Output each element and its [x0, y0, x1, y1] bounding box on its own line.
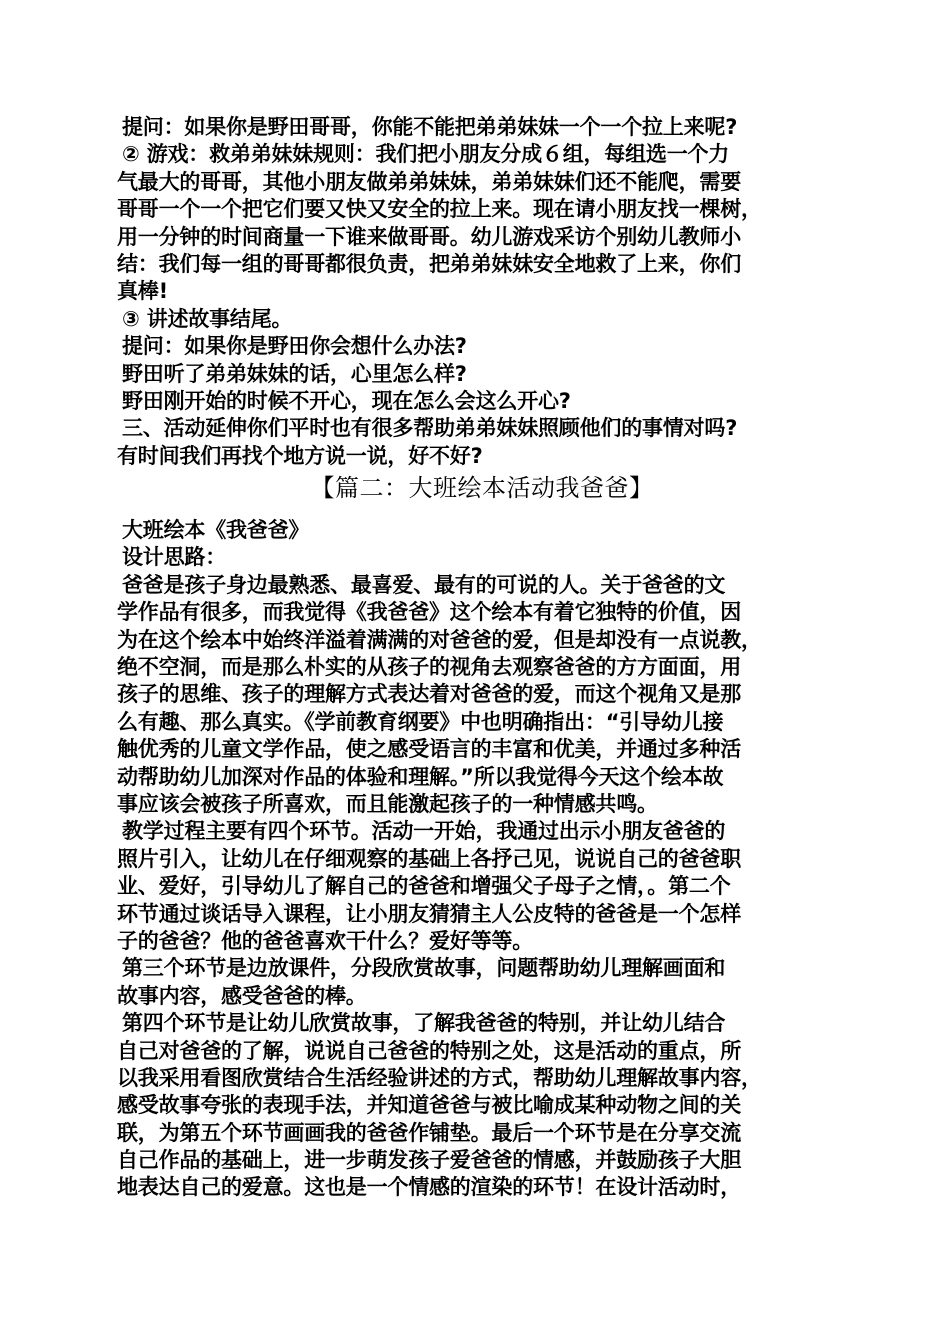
text-line: 地表达自己的爱意。这也是一个情感的渲染的环节！在设计活动时，: [117, 1175, 741, 1200]
text-line: 子的爸爸？他的爸爸喜欢干什么？爱好等等。: [117, 928, 533, 953]
text-line: 动帮助幼儿加深对作品的体验和理解。”所以我觉得今天这个绘本故: [117, 764, 724, 789]
section-heading: 【篇二：大班绘本活动我爸爸】: [310, 474, 654, 503]
text-line: 第三个环节是边放课件，分段欣赏故事，问题帮助幼儿理解画面和: [122, 956, 726, 981]
text-line: 环节通过谈话导入课程，让小朋友猜猜主人公皮特的爸爸是一个怎样: [117, 901, 741, 926]
section-game-rescue: [117, 114, 847, 470]
text-line: 哥哥一个一个把它们要又快又安全的拉上来。现在请小朋友找一棵树，: [117, 197, 762, 222]
text-line: 教学过程主要有四个环节。活动一开始，我通过出示小朋友爸爸的: [122, 819, 726, 844]
text-line: 以我采用看图欣赏结合生活经验讲述的方式，帮助幼儿理解故事内容，: [117, 1065, 762, 1090]
text-line: 提问：如果你是野田你会想什么办法?: [122, 334, 467, 359]
text-line: 绝不空洞，而是那么朴实的从孩子的视角去观察爸爸的方方面面，用: [117, 655, 741, 680]
text-line: 故事内容，感受爸爸的棒。: [117, 983, 367, 1008]
text-line: 联，为第五个环节画画我的爸爸作铺垫。最后一个环节是在分享交流: [117, 1120, 741, 1145]
text-line: 自己对爸爸的了解，说说自己爸爸的特别之处，这是活动的重点，所: [117, 1038, 741, 1063]
text-line: 结：我们每一组的哥哥都很负责，把弟弟妹妹安全地救了上来，你们: [117, 251, 741, 276]
text-line: 感受故事夸张的表现手法，并知道爸爸与被比喻成某种动物之间的关: [117, 1093, 741, 1118]
section-my-dad: [117, 517, 847, 1202]
text-line: ② 游戏：救弟弟妹妹规则：我们把小朋友分成６组，每组选一个力: [122, 142, 730, 167]
text-line: 野田刚开始的时候不开心，现在怎么会这么开心?: [122, 388, 571, 413]
text-line: 事应该会被孩子所喜欢，而且能激起孩子的一种情感共鸣。: [117, 791, 658, 816]
text-line: 野田听了弟弟妹妹的话，心里怎么样?: [122, 361, 467, 386]
text-line: 爸爸是孩子身边最熟悉、最喜爱、最有的可说的人。关于爸爸的文: [122, 572, 726, 597]
text-line: 设计思路：: [122, 545, 226, 570]
text-line: 么有趣、那么真实。《学前教育纲要》中也明确指出：“引导幼儿接: [117, 709, 724, 734]
text-line: 照片引入，让幼儿在仔细观察的基础上各抒己见，说说自己的爸爸职: [117, 846, 741, 871]
text-line: ③ 讲述故事结尾。: [122, 306, 293, 331]
text-line: 业、爱好，引导幼儿了解自己的爸爸和增强父子母子之情，。第二个: [117, 874, 731, 899]
text-line: 第四个环节是让幼儿欣赏故事，了解我爸爸的特别，并让幼儿结合: [122, 1011, 726, 1036]
document-page: [117, 114, 847, 1202]
text-line: 自己作品的基础上，进一步萌发孩子爱爸爸的情感，并鼓励孩子大胆: [117, 1148, 741, 1173]
text-line: 为在这个绘本中始终洋溢着满满的对爸爸的爱，但是却没有一点说教，: [117, 627, 762, 652]
text-line: 气最大的哥哥，其他小朋友做弟弟妹妹，弟弟妹妹们还不能爬，需要: [117, 169, 741, 194]
text-line: 大班绘本《我爸爸》: [122, 518, 310, 543]
text-line: 孩子的思维、孩子的理解方式表达着对爸爸的爱，而这个视角又是那: [117, 682, 741, 707]
text-line: 真棒!: [117, 279, 168, 304]
text-line: 三、活动延伸你们平时也有很多帮助弟弟妹妹照顾他们的事情对吗?: [122, 416, 738, 441]
text-line: 用一分钟的时间商量一下谁来做哥哥。幼儿游戏采访个别幼儿教师小: [117, 224, 741, 249]
text-line: 有时间我们再找个地方说一说，好不好?: [117, 443, 483, 468]
text-line: 触优秀的儿童文学作品，使之感受语言的丰富和优美，并通过多种活: [117, 737, 741, 762]
text-line: 提问：如果你是野田哥哥，你能不能把弟弟妹妹一个一个拉上来呢?: [122, 115, 738, 139]
text-line: 学作品有很多，而我觉得《我爸爸》这个绘本有着它独特的价值，因: [117, 600, 741, 625]
